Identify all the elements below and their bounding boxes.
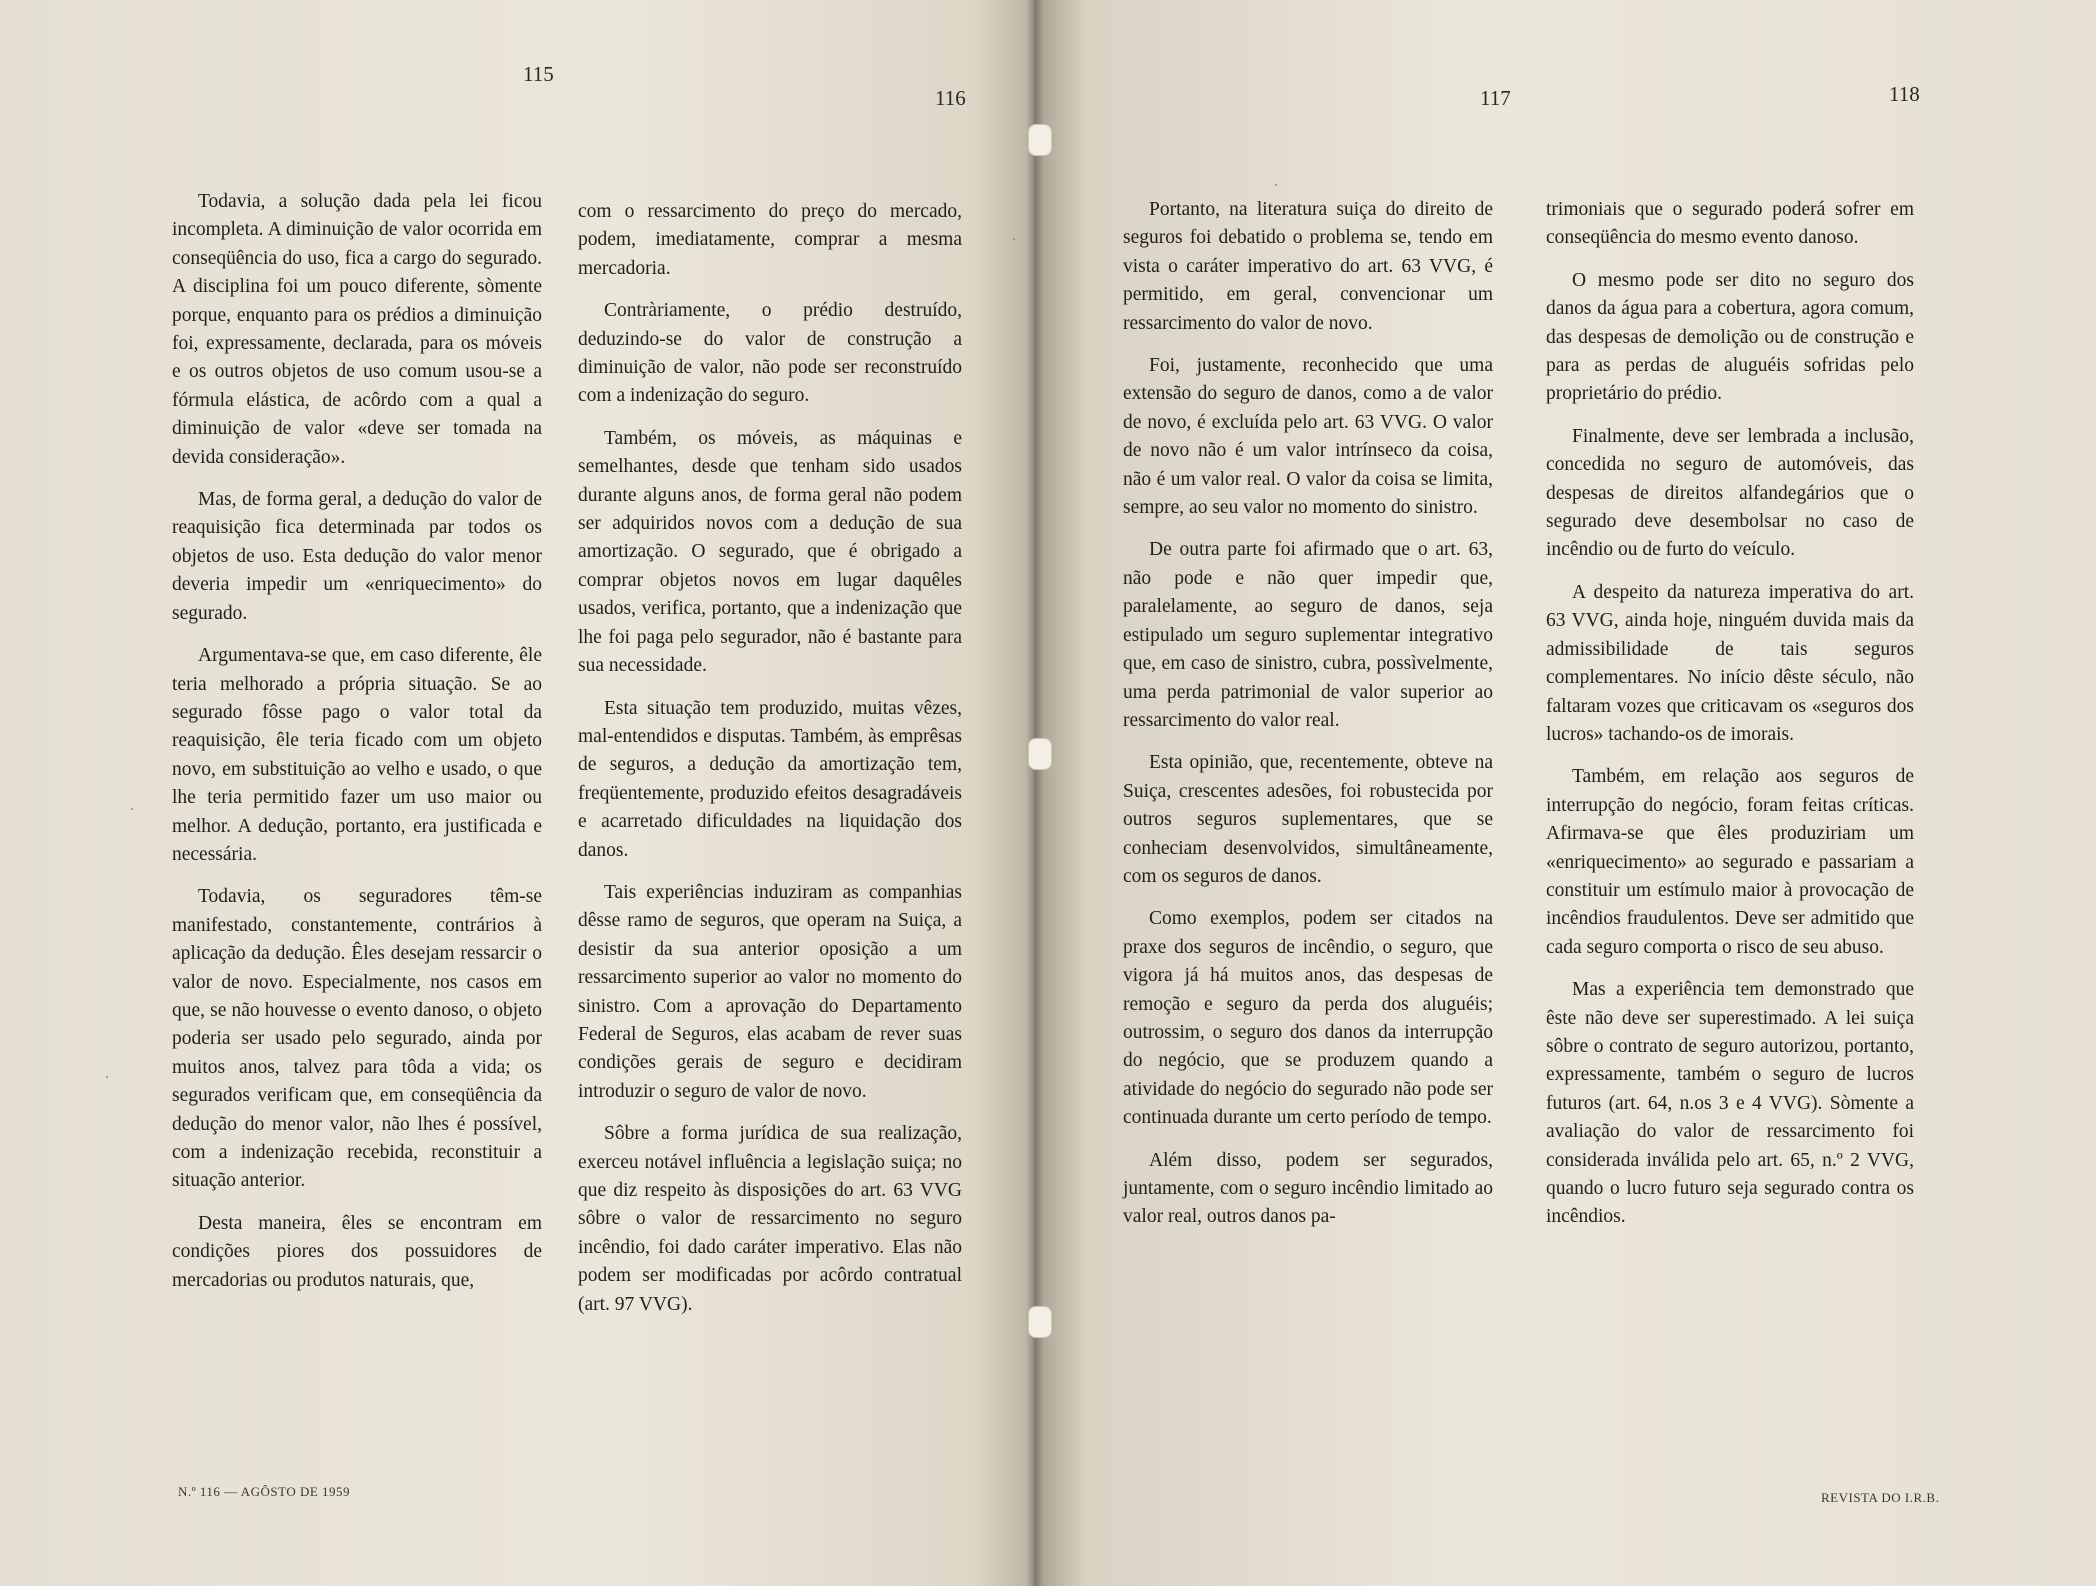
page-number-115: 115 [523, 62, 554, 86]
paragraph: Mas a experiência tem demonstrado que êste não deve ser superestimado. A lei suiça sôbre o contrato de seguro autorizou, portanto, expressamente, também o seguro de lucros futuros (art. 64, n.os 3 e 4 VVG). Sòmente a avaliação do valor de ressarcimento foi considerada inválida pelo art. 65, n.º 2 VVG, quando o lucro futuro seja segurado contra os incêndios. [1546, 979, 1914, 1228]
left-page [0, 0, 1034, 1586]
paragraph: Esta situação tem produzido, muitas vêzes, mal-entendidos e disputas. Também, às emprêsas de seguros, a dedução da amortização tem, freqüentemente, produzido efeitos desagradáveis e acarretado dificuldades na liquidação dos danos. [578, 697, 962, 861]
margin-dot: · [130, 802, 135, 818]
page-number-116: 116 [935, 86, 966, 110]
paragraph: Mas, de forma geral, a dedução do valor de reaquisição fica determinada par todos os objetos de uso. Esta dedução do valor menor deveria impedir um «enriquecimento» do segurado. [172, 489, 542, 624]
paragraph: Todavia, os seguradores têm-se manifestado, constantemente, contrários à aplicação da dedução. Êles desejam ressarcir o valor de novo. Especialmente, nos casos em que, se não houvesse o evento danoso, o objeto poderia ser usado pelo segurado, ainda por muitos anos, talvez para tôda a vida; os segurados verificam que, em conseqüência da dedução do menor valor, não lhes é possível, com a indenização recebida, reconstituir a situação anterior. [172, 886, 542, 1192]
book-gutter [1026, 0, 1044, 1586]
paragraph: Também, em relação aos seguros de interrupção do negócio, foram feitas críticas. Afirmava-se que êles produziriam um «enriquecimento» ao segurado e passariam a constituir um estímulo maior à provocação de incêndios fraudulentos. Deve ser admitido que cada seguro comporta o risco de seu abuso. [1546, 766, 1914, 958]
paragraph: Foi, justamente, reconhecido que uma extensão do seguro de danos, como a de valor de novo, é excluída pelo art. 63 VVG. O valor de novo não é um valor intrínseco da coisa, não é um valor real. O valor da coisa se limita, sempre, ao seu valor no momento do sinistro. [1123, 355, 1493, 519]
paragraph: Argumentava-se que, em caso diferente, êle teria melhorado a própria situação. Se ao segurado fôsse pago o valor total da reaquisição, êle teria ficado com um objeto novo, em substituição ao velho e usado, o que lhe teria permitido fazer um uso maior ou melhor. A dedução, portanto, era justificada e necessária. [172, 645, 542, 865]
paragraph: O mesmo pode ser dito no seguro dos danos da água para a cobertura, agora comum, das despesas de demolição ou de construção e para as perdas de aluguéis sofridas pelo proprietário do prédio. [1546, 269, 1914, 405]
footer-issue: N.º 116 — AGÔSTO DE 1959 [178, 1484, 351, 1499]
binding-stitch [1028, 1306, 1052, 1338]
binding-stitch [1028, 124, 1052, 156]
column-page-118 [1546, 196, 1914, 1246]
paragraph: Como exemplos, podem ser citados na praxe dos seguros de incêndio, o seguro, que vigora já há muitos anos, das despesas de remoção e seguro da perda dos aluguéis; outrossim, o seguro dos danos da interrupção do negócio, que se produzem quando a atividade do negócio do segurado não pode ser continuada durante um certo período de tempo. [1123, 908, 1493, 1129]
right-page [1034, 0, 2096, 1586]
page-number-117: 117 [1480, 86, 1511, 110]
paragraph: Além disso, podem ser segurados, juntamente, com o seguro incêndio limitado ao valor real, outros danos pa- [1123, 1149, 1493, 1228]
paragraph: com o ressarcimento do preço do mercado, podem, imediatamente, comprar a mesma mercadoria. [578, 201, 962, 279]
page-number-118: 118 [1889, 82, 1920, 106]
column-page-115 [172, 188, 542, 1309]
column-page-117 [1123, 196, 1493, 1246]
paragraph: Todavia, a solução dada pela lei ficou incompleta. A diminuição de valor ocorrida em conseqüência do uso, fica a cargo do segurado. A disciplina foi um pouco diferente, sòmente porque, enquanto para os prédios a diminuição foi, expressamente, declarada, para os móveis e os outros objetos de uso comum usou-se a fórmula elástica, de acôrdo com a qual a diminuição de valor «deve ser tomada na devida consideração». [172, 191, 542, 468]
paragraph: Desta maneira, êles se encontram em condições piores dos possuidores de mercadorias ou produtos naturais, que, [172, 1212, 542, 1291]
column-page-116 [578, 198, 962, 1333]
paragraph: Finalmente, deve ser lembrada a inclusão, concedida no seguro de automóveis, das despesas de direitos alfandegários que o segurado deve desembolsar no caso de incêndio ou de furto do veículo. [1546, 425, 1914, 561]
margin-dot: · [1274, 178, 1279, 194]
paragraph: Tais experiências induziram as companhias dêsse ramo de seguros, que operam na Suiça, a desistir da sua anterior oposição a um ressarcimento superior ao valor no momento do sinistro. Com a aprovação do Departamento Federal de Seguros, elas acabam de rever suas condições gerais de seguro e decidiram introduzir o seguro de valor de novo. [578, 881, 962, 1102]
margin-dot: · [1012, 232, 1017, 248]
footer-journal: REVISTA DO I.R.B. [1821, 1490, 1940, 1505]
margin-dot: · [105, 1070, 110, 1086]
binding-stitch [1028, 738, 1052, 770]
paragraph: Portanto, na literatura suiça do direito de seguros foi debatido o problema se, tendo em vista o caráter imperativo do art. 63 VVG, é permitido, em geral, convencionar um ressarcimento do valor de novo. [1123, 199, 1493, 334]
paragraph: Esta opinião, que, recentemente, obteve na Suiça, crescentes adesões, foi robustecida por outros seguros suplementares, que se conheciam desenvolvidos, simultâneamente, com os seguros de danos. [1123, 752, 1493, 887]
paragraph: Também, os móveis, as máquinas e semelhantes, desde que tenham sido usados durante alguns anos, de forma geral não podem ser adquiridos novos com a dedução de sua amortização. O segurado, que é obrigado a comprar objetos novos em lugar daquêles usados, verifica, portanto, que a indenização que lhe foi paga pelo segurador, não é bastante para sua necessidade. [578, 427, 962, 677]
paragraph: Sôbre a forma jurídica de sua realização, exerceu notável influência a legislação suiça; no que diz respeito às disposições do art. 63 VVG sôbre o valor de ressarcimento no seguro incêndio, foi dado caráter imperativo. Elas não podem ser modificadas por acôrdo contratual (art. 97 VVG). [578, 1123, 962, 1315]
paragraph: trimoniais que o segurado poderá sofrer em conseqüência do mesmo evento danoso. [1546, 199, 1914, 249]
paragraph: De outra parte foi afirmado que o art. 63, não pode e não quer impedir que, paralelamente, ao seguro de danos, seja estipulado um seguro suplementar integrativo que, em caso de sinistro, cubra, possìvelmente, uma perda patrimonial de valor superior ao ressarcimento do valor real. [1123, 539, 1493, 731]
paragraph: A despeito da natureza imperativa do art. 63 VVG, ainda hoje, ninguém duvida mais da admissibilidade de tais seguros complementares. No início dêste século, não faltaram vozes que criticavam os «seguros dos lucros» tachando-os de imorais. [1546, 581, 1914, 745]
paragraph: Contràriamente, o prédio destruído, deduzindo-se do valor de construção a diminuição de valor, não pode ser reconstruído com a indenização do seguro. [578, 300, 962, 407]
